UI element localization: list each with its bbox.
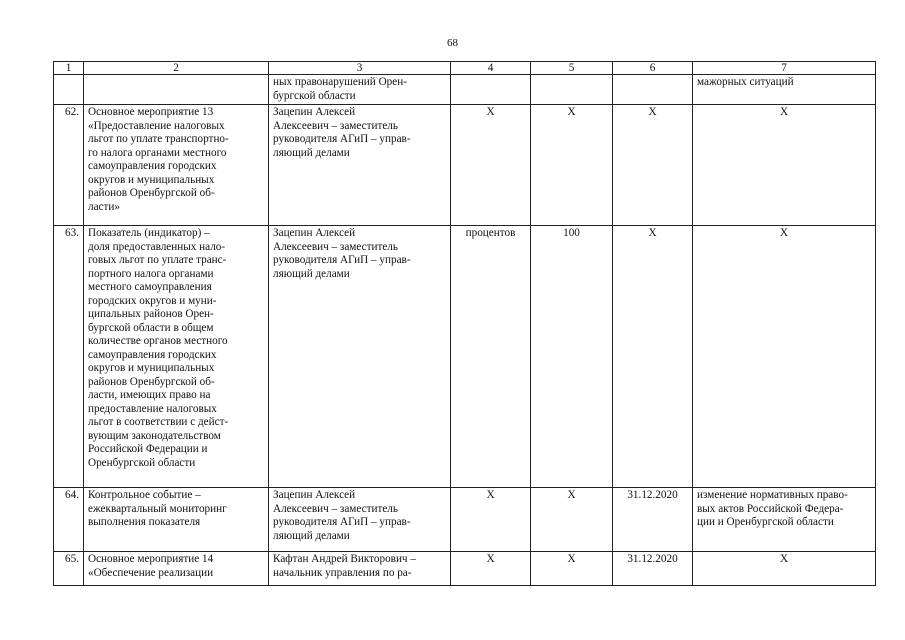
result-cell: изменение нормативных право- вых актов Российской Федера- ции и Оренбургской области [693, 488, 876, 552]
column-header: 6 [613, 62, 693, 75]
row-number: 65. [54, 552, 84, 586]
responsible-cell: Зацепин Алексей Алексеевич – заместитель руководителя АГиП – управ- ляющий делами [269, 105, 451, 226]
row-number: 63. [54, 226, 84, 488]
result-cell: Х [693, 226, 876, 488]
event-name-cell: Контрольное событие – ежеквартальный мониторинг выполнения показателя [84, 488, 269, 552]
column-number-row [54, 62, 876, 75]
value-cell: Х [531, 552, 613, 586]
column-header: 4 [451, 62, 531, 75]
result-cell: Х [693, 105, 876, 226]
date-cell: Х [613, 105, 693, 226]
table-row [54, 226, 876, 488]
value-cell [531, 75, 613, 105]
row-number: 62. [54, 105, 84, 226]
column-header: 5 [531, 62, 613, 75]
table-row [54, 552, 876, 586]
event-name-cell: Показатель (индикатор) – доля предоставленных нало- говых льгот по уплате транс- портного налога органами местного самоуправления городских округов и муни- ципальных районов Орен- бургской области в общем количестве органов местного самоуправления городских округов и муниципальных районов Оренбургской об- ласти, имеющих право на предоставление налоговых льгот в соответствии с дейст- вующим законодательством Российской Федерации и Оренбургской области [84, 226, 269, 488]
table-row [54, 488, 876, 552]
result-cell: Х [693, 552, 876, 586]
date-cell: Х [613, 226, 693, 488]
table-row [54, 75, 876, 105]
result-cell: мажорных ситуаций [693, 75, 876, 105]
unit-cell: процентов [451, 226, 531, 488]
page-number: 68 [447, 37, 458, 49]
responsible-cell: ных правонарушений Орен- бургской области [269, 75, 451, 105]
column-header: 3 [269, 62, 451, 75]
unit-cell: Х [451, 552, 531, 586]
value-cell: 100 [531, 226, 613, 488]
date-cell: 31.12.2020 [613, 552, 693, 586]
date-cell: 31.12.2020 [613, 488, 693, 552]
value-cell: Х [531, 488, 613, 552]
table-row [54, 105, 876, 226]
date-cell [613, 75, 693, 105]
event-name-cell [84, 75, 269, 105]
column-header: 7 [693, 62, 876, 75]
responsible-cell: Кафтан Андрей Викторович – начальник управления по ра- [269, 552, 451, 586]
unit-cell: Х [451, 488, 531, 552]
event-name-cell: Основное мероприятие 14 «Обеспечение реализации [84, 552, 269, 586]
responsible-cell: Зацепин Алексей Алексеевич – заместитель руководителя АГиП – управ- ляющий делами [269, 226, 451, 488]
row-number: 64. [54, 488, 84, 552]
row-number [54, 75, 84, 105]
program-events-table [53, 61, 876, 586]
responsible-cell: Зацепин Алексей Алексеевич – заместитель руководителя АГиП – управ- ляющий делами [269, 488, 451, 552]
column-header: 2 [84, 62, 269, 75]
column-header: 1 [54, 62, 84, 75]
event-name-cell: Основное мероприятие 13 «Предоставление налоговых льгот по уплате транспортно- го налога органами местного самоуправления городских округов и муниципальных районов Оренбургской об- ласти» [84, 105, 269, 226]
unit-cell [451, 75, 531, 105]
unit-cell: Х [451, 105, 531, 226]
value-cell: Х [531, 105, 613, 226]
